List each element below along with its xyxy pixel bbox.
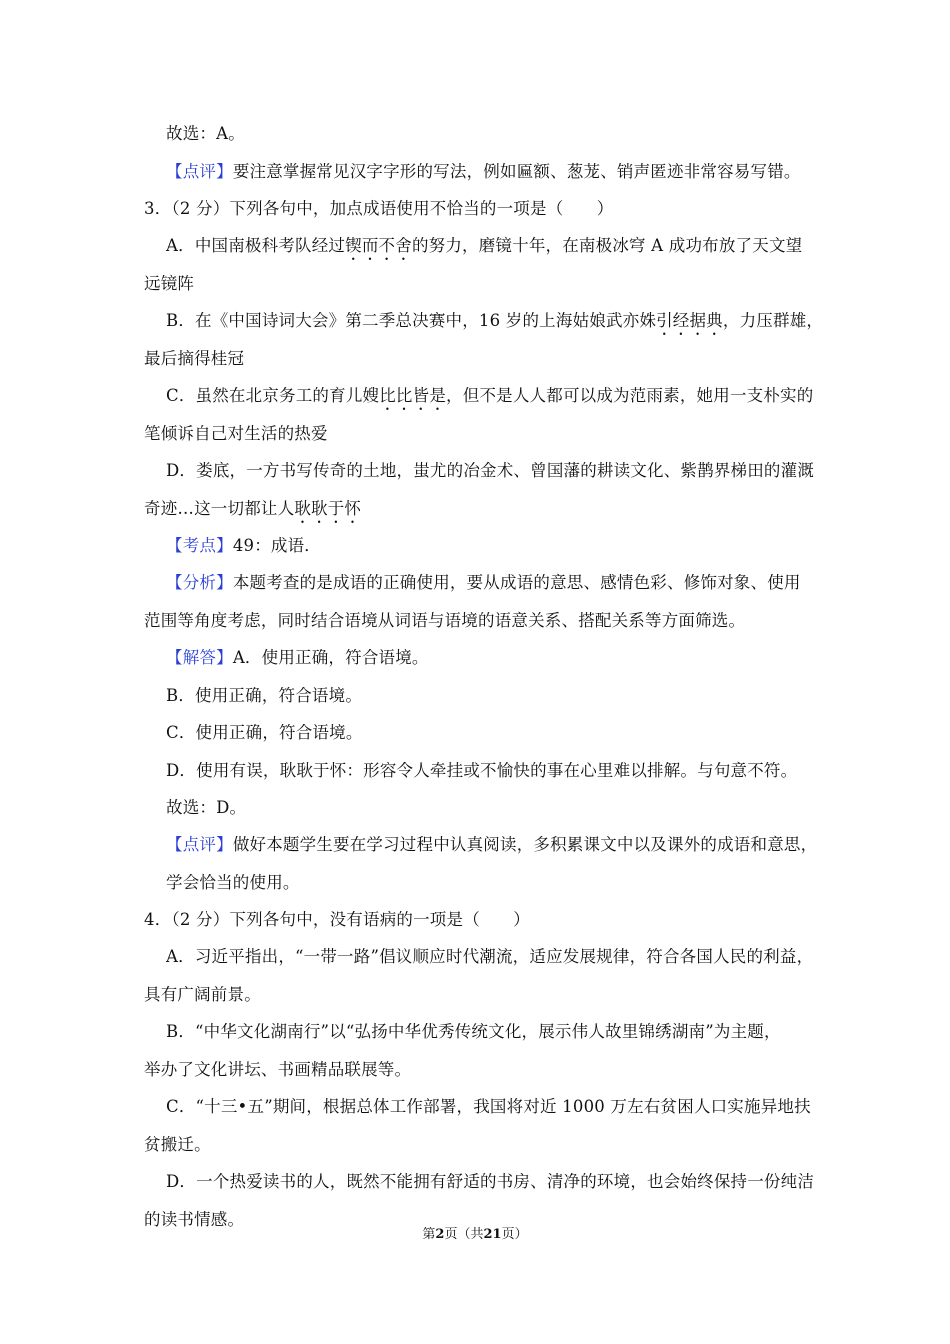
comment-tag: 【点评】	[166, 835, 233, 854]
q3-fenxi-cont: 范围等角度考虑，同时结合语境从词语与语境的语意关系、搭配关系等方面筛选。	[144, 611, 746, 630]
q4-option-b: B．“中华文化湖南行”以“弘扬中华优秀传统文化，展示伟人故里锦绣湖南”为主题，	[166, 1022, 781, 1041]
q4-option-a-cont: 具有广阔前景。	[144, 985, 261, 1004]
dotted-idiom: 引经据典	[656, 311, 723, 330]
q3-comment-cont: 学会恰当的使用。	[166, 873, 300, 892]
prev-comment	[166, 162, 801, 182]
q3-stem: 3．（2 分）下列各句中，加点成语使用不恰当的一项是（ ）	[144, 199, 614, 218]
dotted-idiom: 耿耿于怀	[294, 499, 362, 518]
comment-tag: 【点评】	[166, 162, 233, 181]
q3-jieda-b: B．使用正确，符合语境。	[166, 686, 363, 705]
q4-option-b-cont: 举办了文化讲坛、书画精品联展等。	[144, 1060, 412, 1079]
q3-option-a: A．中国南极科考队经过锲而不舍的努力，磨镜十年，在南极冰穹 A 成功布放了天文望	[166, 236, 803, 255]
kaodian-tag: 【考点】	[166, 536, 233, 555]
page-number: 2	[435, 1227, 445, 1242]
q3-fenxi: 【分析】本题考查的是成语的正确使用，要从成语的意思、感情色彩、修饰对象、使用	[166, 573, 801, 592]
jieda-tag: 【解答】	[166, 648, 233, 667]
q3-comment: 【点评】做好本题学生要在学习过程中认真阅读，多积累课文中以及课外的成语和意思，	[166, 835, 818, 854]
q3-option-c-cont: 笔倾诉自己对生活的热爱	[144, 424, 328, 443]
dotted-idiom: 锲而不舍	[345, 236, 412, 255]
q3-option-b-cont: 最后摘得桂冠	[144, 349, 245, 368]
q4-option-d-cont: 的读书情感。	[144, 1210, 245, 1229]
q4-option-a: A．习近平指出，“一带一路”倡议顺应时代潮流，适应发展规律，符合各国人民的利益，	[166, 947, 814, 966]
page-footer: 第2页（共21页）	[422, 1227, 528, 1242]
q3-option-d: D．娄底，一方书写传奇的土地，蚩尤的冶金术、曾国藩的耕读文化、紫鹊界梯田的灌溉	[166, 461, 815, 480]
q3-kaodian: 【考点】49：成语．	[166, 536, 322, 555]
q4-option-c: C．“十三•五”期间，根据总体工作部署，我国将对近 1000 万左右贫困人口实施异地扶	[166, 1097, 811, 1116]
page-total: 21	[483, 1227, 502, 1242]
q3-jieda: 【解答】A．使用正确，符合语境。	[166, 648, 429, 667]
fenxi-tag: 【分析】	[166, 573, 233, 592]
q4-stem: 4．（2 分）下列各句中，没有语病的一项是（ ）	[144, 910, 530, 929]
q3-option-b: B．在《中国诗词大会》第二季总决赛中，16 岁的上海姑娘武亦姝引经据典，力压群雄，	[166, 311, 824, 330]
comment-text: 要注意掌握常见汉字字形的写法，例如匾额、葱茏、销声匿迹非常容易写错。	[232, 162, 801, 181]
q4-option-d: D．一个热爱读书的人，既然不能拥有舒适的书房、清净的环境，也会始终保持一份纯洁	[166, 1172, 815, 1191]
q4-option-c-cont: 贫搬迁。	[144, 1135, 211, 1154]
q3-option-a-cont: 远镜阵	[144, 274, 195, 293]
q3-jieda-c: C．使用正确，符合语境。	[166, 723, 363, 742]
prev-answer-line: 故选：A。	[166, 124, 245, 143]
q3-answer-line: 故选：D。	[166, 798, 247, 817]
q3-option-c: C．虽然在北京务工的育儿嫂比比皆是，但不是人人都可以成为范雨素，她用一支朴实的	[166, 386, 814, 405]
q3-jieda-d: D．使用有误，耿耿于怀：形容令人牵挂或不愉快的事在心里难以排解。与句意不符。	[166, 761, 798, 780]
dotted-idiom: 比比皆是	[379, 386, 447, 405]
q3-option-d-cont: 奇迹…这一切都让人耿耿于怀	[144, 499, 362, 518]
